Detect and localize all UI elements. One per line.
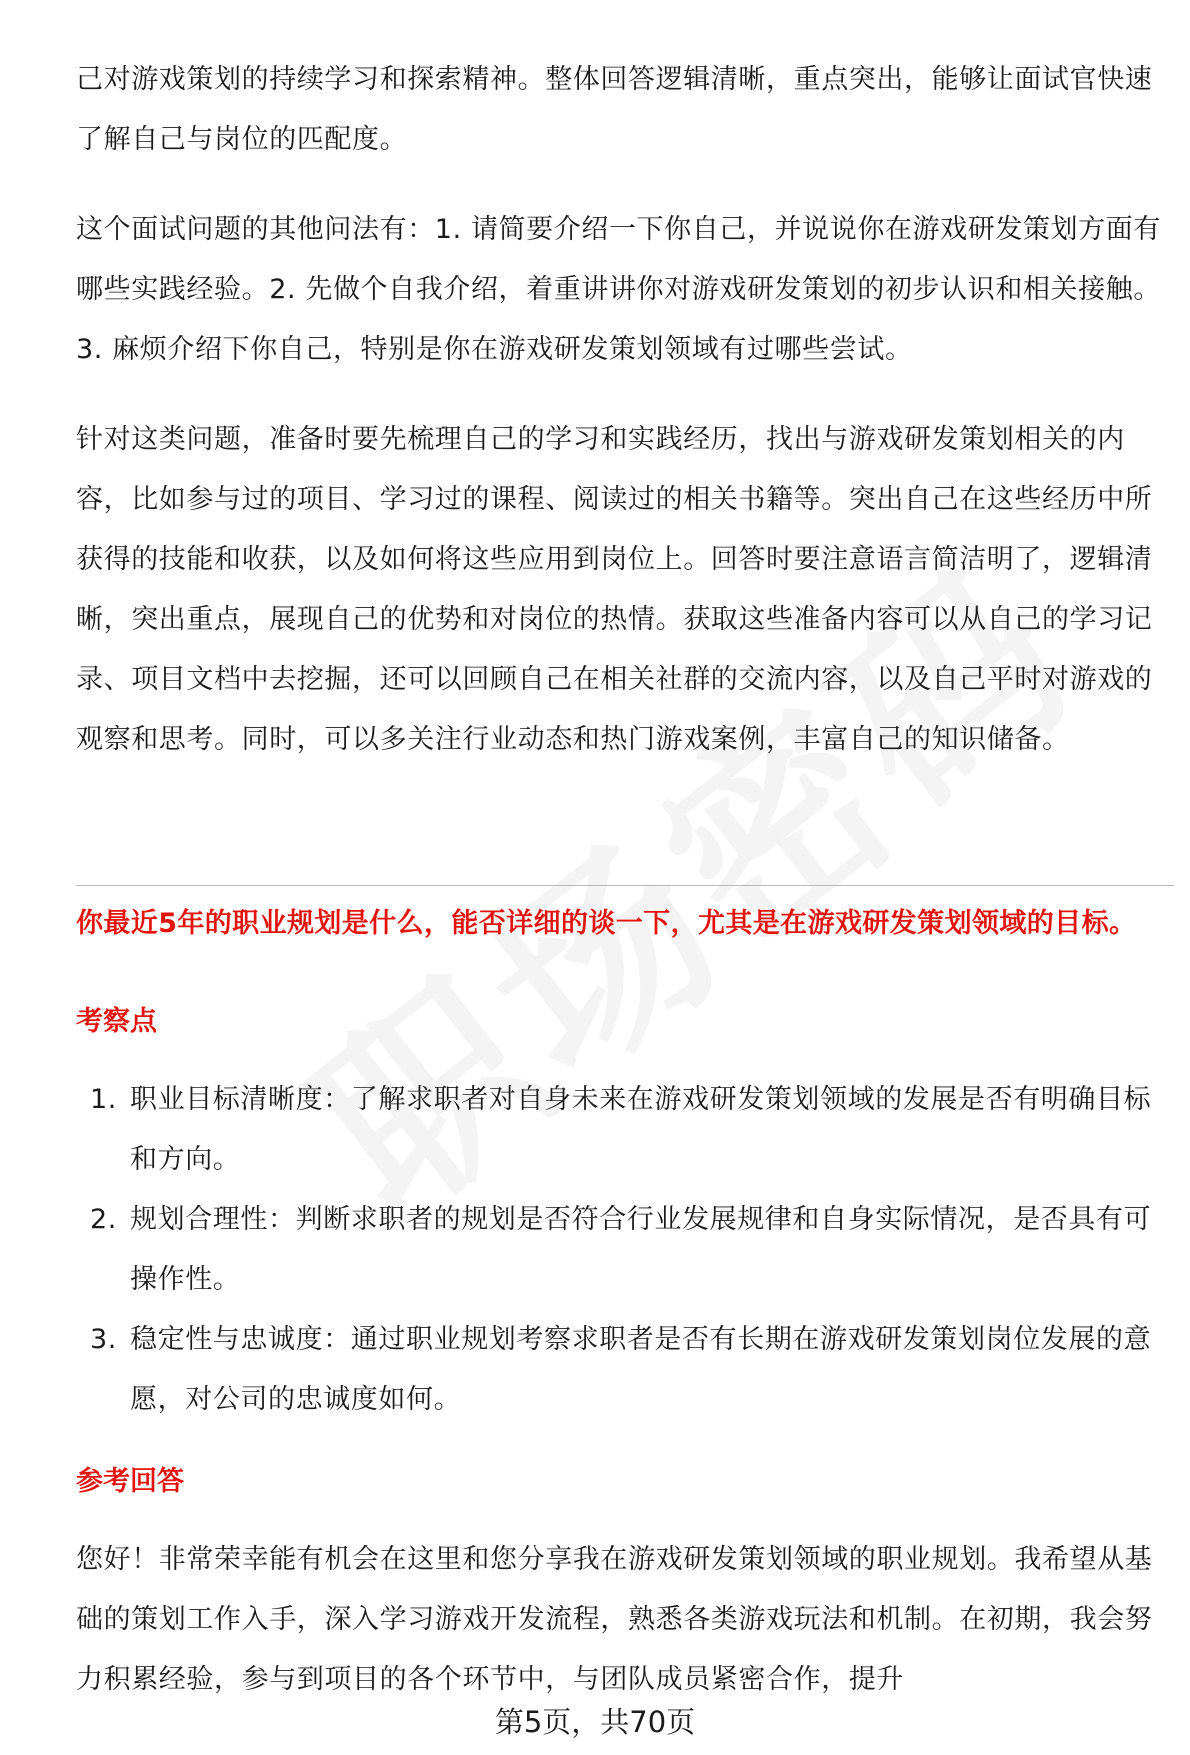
list-item xyxy=(76,1070,1174,1190)
paragraph-3: 针对这类问题，准备时要先梳理自己的学习和实践经历，找出与游戏研发策划相关的内容，比如参与过的项目、学习过的课程、阅读过的相关书籍等。突出自己在这些经历中所获得的技能和收获，以及如何将这些应用到岗位上。回答时要注意语言简洁明了，逻辑清晰，突出重点，展现自己的优势和对岗位的热情。获取这些准备内容可以从自己的学习记录、项目文档中去挖掘，还可以回顾自己在相关社群的交流内容，以及自己平时对游戏的观察和思考。同时，可以多关注行业动态和热门游戏案例，丰富自己的知识储备。 xyxy=(76,424,1153,755)
page-number: 第5页，共70页 xyxy=(494,1705,696,1739)
list-item-number: 2. xyxy=(90,1204,117,1235)
section-divider xyxy=(76,885,1174,886)
reference-answer-heading: 参考回答 xyxy=(76,1466,184,1497)
intro-content xyxy=(76,50,1174,806)
list-item-text: 规划合理性：判断求职者的规划是否符合行业发展规律和自身实际情况，是否具有可操作性。 xyxy=(130,1204,1152,1295)
list-item-text: 职业目标清晰度：了解求职者对自身未来在游戏研发策划领域的发展是否有明确目标和方向。 xyxy=(130,1084,1152,1175)
reference-answer-text: 您好！非常荣幸能有机会在这里和您分享我在游戏研发策划领域的职业规划。我希望从基础的策划工作入手，深入学习游戏开发流程，熟悉各类游戏玩法和机制。在初期，我会努力积累经验，参与到项目的各个环节中，与团队成员紧密合作，提升 xyxy=(76,1544,1153,1695)
exam-points-list xyxy=(76,1070,1174,1430)
question-heading: 你最近5年的职业规划是什么，能否详细的谈一下，尤其是在游戏研发策划领域的目标。 xyxy=(76,908,1137,939)
list-item xyxy=(76,1190,1174,1310)
paragraph-2: 这个面试问题的其他问法有：1. 请简要介绍一下你自己，并说说你在游戏研发策划方面有哪些实践经验。2. 先做个自我介绍，着重讲讲你对游戏研发策划的初步认识和相关接触。3. 麻烦介绍下你自己，特别是你在游戏研发策划领域有过哪些尝试。 xyxy=(76,214,1161,365)
list-item-text: 稳定性与忠诚度：通过职业规划考察求职者是否有长期在游戏研发策划岗位发展的意愿，对公司的忠诚度如何。 xyxy=(130,1324,1152,1415)
list-item xyxy=(76,1310,1174,1430)
exam-points-heading: 考察点 xyxy=(76,1006,157,1037)
paragraph-1: 己对游戏策划的持续学习和探索精神。整体回答逻辑清晰，重点突出，能够让面试官快速了解自己与岗位的匹配度。 xyxy=(76,64,1153,155)
list-item-number: 1. xyxy=(90,1084,117,1115)
list-item-number: 3. xyxy=(90,1324,117,1355)
